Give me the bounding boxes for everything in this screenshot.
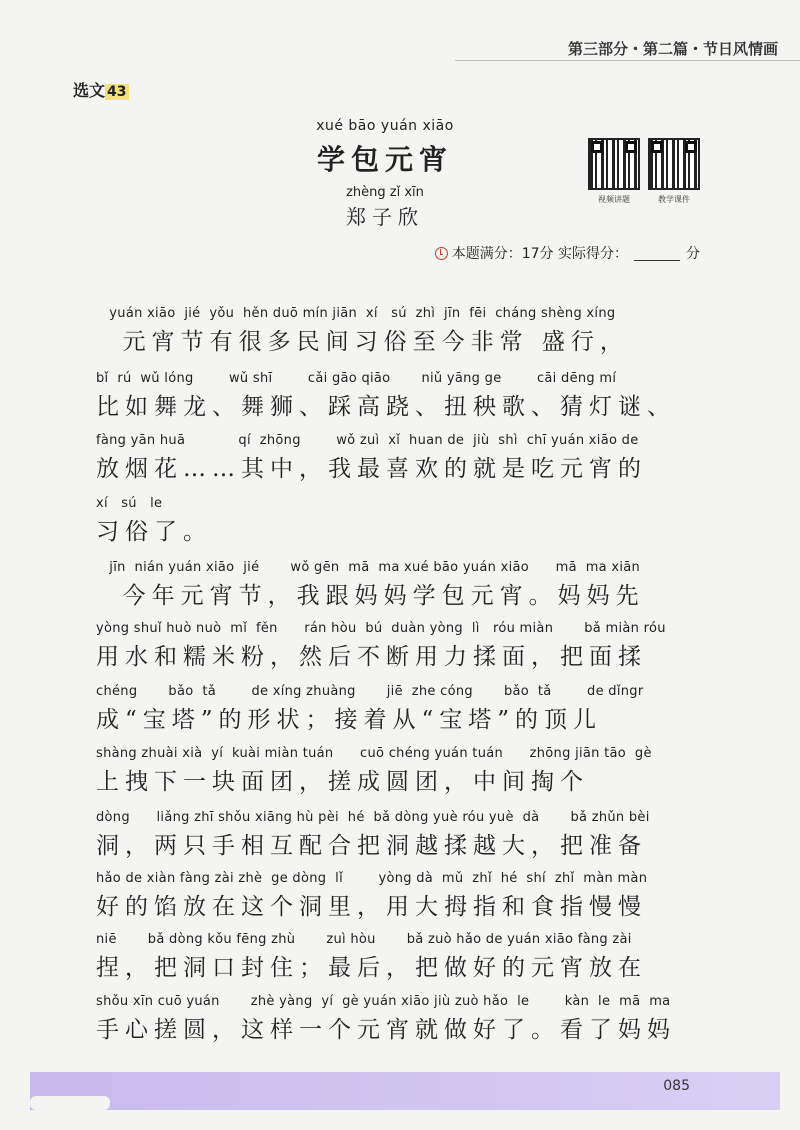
pinyin-line: fàng yān huā qí zhōng wǒ zuì xǐ huan de jiù shì chī yuán xiāo de <box>96 433 639 448</box>
text-line <box>96 371 676 421</box>
text-line <box>96 746 676 796</box>
hanzi-line: 成“宝塔”的形状；接着从“宝塔”的顶儿 <box>96 707 603 733</box>
text-line <box>96 560 676 610</box>
pinyin-line: niē bǎ dòng kǒu fēng zhù zuì hòu bǎ zuò hǎo de yuán xiāo fàng zài <box>96 932 632 947</box>
author-pinyin: zhèng zǐ xīn <box>346 185 424 200</box>
qr-code-courseware-icon[interactable] <box>648 138 700 190</box>
footer-mark <box>30 1096 110 1110</box>
qr-caption-courseware: 教学课件 <box>658 195 690 204</box>
pinyin-line: yuán xiāo jié yǒu hěn duō mín jiān xí sú zhì jīn fēi cháng shèng xíng <box>96 306 616 321</box>
passage-number: 43 <box>107 84 127 100</box>
text-line <box>96 932 676 982</box>
score-label: 本题满分：17分 实际得分： <box>451 246 628 262</box>
pinyin-line: shàng zhuài xià yí kuài miàn tuán cuō chéng yuán tuán zhōng jiān tāo gè <box>96 746 652 761</box>
qr-code-video-icon[interactable] <box>588 138 640 190</box>
hanzi-line: 元宵节有很多民间习俗至今非常 盛行， <box>96 329 629 355</box>
pinyin-line: dòng liǎng zhī shǒu xiāng hù pèi hé bǎ dòng yuè róu yuè dà bǎ zhǔn bèi <box>96 810 650 825</box>
pinyin-line: hǎo de xiàn fàng zài zhè ge dòng lǐ yòng dà mǔ zhǐ hé shí zhǐ màn màn <box>96 871 648 886</box>
hanzi-line: 上拽下一块面团，搓成圆团，中间掏个 <box>96 769 589 795</box>
passage-label <box>73 78 129 101</box>
text-line <box>96 306 676 356</box>
hanzi-line: 放烟花……其中，我最喜欢的就是吃元宵的 <box>96 456 647 482</box>
clock-icon <box>435 247 448 260</box>
pinyin-line: chéng bǎo tǎ de xíng zhuàng jiē zhe cóng bǎo tǎ de dǐngr <box>96 684 644 699</box>
page-number: 085 <box>663 1078 690 1094</box>
hanzi-line: 手心搓圆，这样一个元宵就做好了。看了妈妈 <box>96 1017 676 1043</box>
page-title: 学包元宵 <box>316 143 453 176</box>
hanzi-line: 好的馅放在这个洞里，用大拇指和食指慢慢 <box>96 894 647 920</box>
pinyin-line: shǒu xīn cuō yuán zhè yàng yí gè yuán xiāo jiù zuò hǎo le kàn le mā ma <box>96 994 671 1009</box>
score-blank-field[interactable] <box>634 246 680 261</box>
score-line <box>435 243 700 263</box>
pinyin-line: bǐ rú wǔ lóng wǔ shī cǎi gāo qiāo niǔ yāng ge cāi dēng mí <box>96 371 617 386</box>
text-line <box>96 871 676 921</box>
score-unit: 分 <box>686 246 700 262</box>
text-line <box>96 621 676 671</box>
text-line <box>96 810 676 860</box>
pinyin-line: jīn nián yuán xiāo jié wǒ gēn mā ma xué bāo yuán xiāo mā ma xiān <box>96 560 641 575</box>
text-line <box>96 496 676 546</box>
hanzi-line: 比如舞龙、舞狮、踩高跷、扭秧歌、猜灯谜、 <box>96 394 676 420</box>
text-line <box>96 684 676 734</box>
hanzi-line: 捏，把洞口封住；最后，把做好的元宵放在 <box>96 955 647 981</box>
hanzi-line: 用水和糯米粉，然后不断用力揉面，把面揉 <box>96 644 647 670</box>
section-label: 第三部分・第二篇・节日风情画 <box>567 40 778 58</box>
hanzi-line: 洞，两只手相互配合把洞越揉越大，把准备 <box>96 833 647 859</box>
qr-caption-video: 视频讲题 <box>598 195 630 204</box>
pinyin-line: yòng shuǐ huò nuò mǐ fěn rán hòu bú duàn yòng lì róu miàn bǎ miàn róu <box>96 621 666 636</box>
author-name: 郑子欣 <box>346 205 424 229</box>
passage-label-prefix: 选文 <box>73 81 106 100</box>
text-line <box>96 994 676 1044</box>
text-line <box>96 433 676 483</box>
hanzi-line: 今年元宵节，我跟妈妈学包元宵。妈妈先 <box>96 583 645 609</box>
pinyin-line: xí sú le <box>96 496 163 511</box>
hanzi-line: 习俗了。 <box>96 519 212 545</box>
title-pinyin: xué bāo yuán xiāo <box>316 118 454 134</box>
